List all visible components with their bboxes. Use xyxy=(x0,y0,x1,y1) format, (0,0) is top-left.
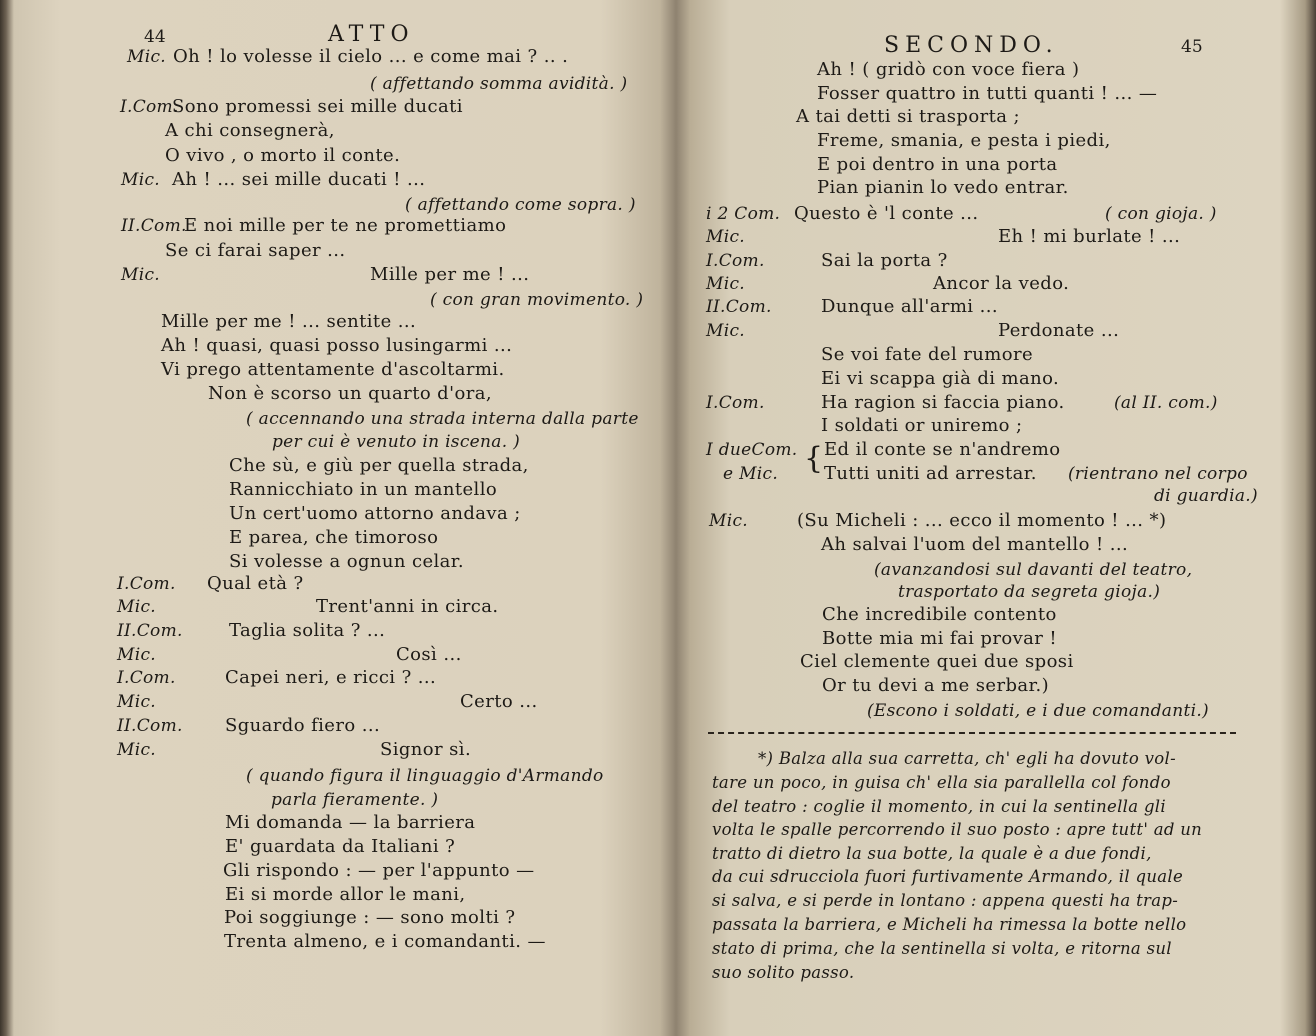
verse-line: Capei neri, e ricci ? ... xyxy=(225,667,437,688)
footnote-line: stato di prima, che la sentinella si volta, e ritorna sul xyxy=(712,939,1172,958)
verse-line: A chi consegnerà, xyxy=(165,120,335,141)
verse-line: Vi prego attentamente d'ascoltarmi. xyxy=(161,359,505,380)
stage-direction: trasportato da segreta gioja.) xyxy=(898,582,1161,602)
speaker: Mic. xyxy=(706,321,745,341)
page-number: 44 xyxy=(144,27,166,47)
footnote-line: si salva, e si perde in lontano : appena questi ha trap- xyxy=(712,891,1179,910)
speaker: Mic. xyxy=(117,645,156,665)
footnote-line: tratto di dietro la sua botte, la quale è a due fondi, xyxy=(712,844,1152,863)
verse-line: Che incredibile contento xyxy=(822,604,1057,625)
verse-line: Mi domanda — la barriera xyxy=(225,812,476,833)
verse-line: Signor sì. xyxy=(380,739,472,760)
verse-line: Che sù, e giù per quella strada, xyxy=(229,455,529,476)
verse-line: Ed il conte se n'andremo xyxy=(824,439,1061,460)
verse-line: Sguardo fiero ... xyxy=(225,715,381,736)
running-header: ATTO xyxy=(328,22,415,47)
stage-direction: (rientrano nel corpo xyxy=(1068,464,1248,484)
verse-line: Taglia solita ? ... xyxy=(229,620,386,641)
verse-line: E' guardata da Italiani ? xyxy=(225,836,456,857)
speaker: Mic. xyxy=(121,265,160,285)
stage-direction: ( affettando somma avidità. ) xyxy=(370,74,628,94)
speaker: I.Com. xyxy=(706,251,765,271)
speaker: II.Com. xyxy=(706,297,772,317)
stage-direction: per cui è venuto in iscena. ) xyxy=(272,432,521,452)
verse-line: Perdonate ... xyxy=(998,320,1120,341)
stage-direction: ( con gioja. ) xyxy=(1105,204,1217,224)
speaker: I.Com. xyxy=(120,97,179,117)
verse-line: A tai detti si trasporta ; xyxy=(796,106,1020,127)
verse-line: Rannicchiato in un mantello xyxy=(229,479,498,500)
speaker: II.Com. xyxy=(121,216,187,236)
verse-line: Oh ! lo volesse il cielo ... e come mai ? .. . xyxy=(173,46,569,67)
verse-line: Or tu devi a me serbar.) xyxy=(822,675,1050,696)
speaker: I.Com. xyxy=(117,668,176,688)
verse-line: Qual età ? xyxy=(207,573,304,594)
verse-line: Trenta almeno, e i comandanti. — xyxy=(224,931,546,952)
verse-line: Dunque all'armi ... xyxy=(821,296,998,317)
verse-line: Ah ! quasi, quasi posso lusingarmi ... xyxy=(161,335,513,356)
speaker: Mic. xyxy=(706,274,745,294)
speaker: e Mic. xyxy=(723,464,779,484)
footnote-line: volta le spalle percorrendo il suo posto : apre tutt' ad un xyxy=(712,820,1203,839)
verse-line: E parea, che timoroso xyxy=(229,527,439,548)
footnote-rule xyxy=(708,732,1236,734)
verse-line: Ciel clemente quei due sposi xyxy=(800,651,1074,672)
stage-direction: ( accennando una strada interna dalla parte xyxy=(246,409,639,429)
verse-line: Mille per me ! ... xyxy=(370,264,530,285)
stage-direction: ( con gran movimento. ) xyxy=(430,290,644,310)
verse-line: Ah salvai l'uom del mantello ! ... xyxy=(821,534,1129,555)
verse-line: Gli rispondo : — per l'appunto — xyxy=(223,860,535,881)
verse-line: O vivo , o morto il conte. xyxy=(165,145,401,166)
speaker: I.Com. xyxy=(117,574,176,594)
brace-mark: { xyxy=(804,441,824,476)
verse-line: Se voi fate del rumore xyxy=(821,344,1034,365)
verse-line: I soldati or uniremo ; xyxy=(821,415,1023,436)
verse-line: Certo ... xyxy=(460,691,538,712)
verse-line: Non è scorso un quarto d'ora, xyxy=(208,383,492,404)
stage-direction: ( quando figura il linguaggio d'Armando xyxy=(246,766,604,786)
stage-direction: (al II. com.) xyxy=(1114,393,1218,413)
running-header: SECONDO. xyxy=(884,33,1059,58)
speaker: Mic. xyxy=(117,740,156,760)
verse-line: Freme, smania, e pesta i piedi, xyxy=(817,130,1111,151)
footnote-line: del teatro : coglie il momento, in cui la sentinella gli xyxy=(712,797,1166,816)
speaker: Mic. xyxy=(706,227,745,247)
speaker: Mic. xyxy=(117,692,156,712)
verse-line: Tutti uniti ad arrestar. xyxy=(824,463,1037,484)
speaker: II.Com. xyxy=(117,621,183,641)
stage-direction: parla fieramente. ) xyxy=(271,790,439,810)
verse-line: Ei vi scappa già di mano. xyxy=(821,368,1060,389)
footnote-line: *) Balza alla sua carretta, ch' egli ha dovuto vol- xyxy=(758,749,1176,768)
verse-line: Botte mia mi fai provar ! xyxy=(822,628,1058,649)
footnote-line: passata la barriera, e Micheli ha rimessa la botte nello xyxy=(712,915,1187,934)
stage-direction: ( affettando come sopra. ) xyxy=(405,195,636,215)
verse-line: Sai la porta ? xyxy=(821,250,948,271)
verse-line: Trent'anni in circa. xyxy=(316,596,499,617)
verse-line: Sono promessi sei mille ducati xyxy=(172,96,463,117)
right-page xyxy=(676,0,1316,1036)
speaker: Mic. xyxy=(709,511,748,531)
footnote-line: suo solito passo. xyxy=(712,963,855,982)
verse-line: Si volesse a ognun celar. xyxy=(229,551,464,572)
verse-line: Mille per me ! ... sentite ... xyxy=(161,311,417,332)
verse-line: E poi dentro in una porta xyxy=(817,154,1058,175)
verse-line: Così ... xyxy=(396,644,462,665)
verse-line: Eh ! mi burlate ! ... xyxy=(998,226,1181,247)
speaker: Mic. xyxy=(121,170,160,190)
page-number: 45 xyxy=(1181,37,1203,57)
verse-line: Ha ragion si faccia piano. xyxy=(821,392,1065,413)
speaker: Mic. xyxy=(117,597,156,617)
verse-line: Pian pianin lo vedo entrar. xyxy=(817,177,1069,198)
verse-line: Ah ! ... sei mille ducati ! ... xyxy=(172,169,426,190)
speaker: II.Com. xyxy=(117,716,183,736)
stage-direction: (Escono i soldati, e i due comandanti.) xyxy=(867,701,1209,721)
verse-line: Ah ! ( gridò con voce fiera ) xyxy=(817,59,1080,80)
stage-direction: (avanzandosi sul davanti del teatro, xyxy=(874,560,1193,580)
speaker: Mic. xyxy=(127,47,166,67)
speaker: I dueCom. xyxy=(706,440,798,460)
verse-line: Se ci farai saper ... xyxy=(165,240,346,261)
verse-line: Questo è 'l conte ... xyxy=(794,203,979,224)
speaker: I.Com. xyxy=(706,393,765,413)
verse-line: E noi mille per te ne promettiamo xyxy=(184,215,507,236)
stage-direction: di guardia.) xyxy=(1154,486,1258,506)
verse-line: Ei si morde allor le mani, xyxy=(225,884,466,905)
verse-line: Un cert'uomo attorno andava ; xyxy=(229,503,521,524)
verse-line: Poi soggiunge : — sono molti ? xyxy=(224,907,516,928)
footnote-line: da cui sdrucciola fuori furtivamente Armando, il quale xyxy=(712,867,1184,886)
verse-line: (Su Micheli : ... ecco il momento ! ... *) xyxy=(797,510,1167,531)
verse-line: Ancor la vedo. xyxy=(933,273,1070,294)
footnote-line: tare un poco, in guisa ch' ella sia parallella col fondo xyxy=(712,773,1171,792)
speaker: i 2 Com. xyxy=(706,204,781,224)
verse-line: Fosser quattro in tutti quanti ! ... — xyxy=(817,83,1158,104)
